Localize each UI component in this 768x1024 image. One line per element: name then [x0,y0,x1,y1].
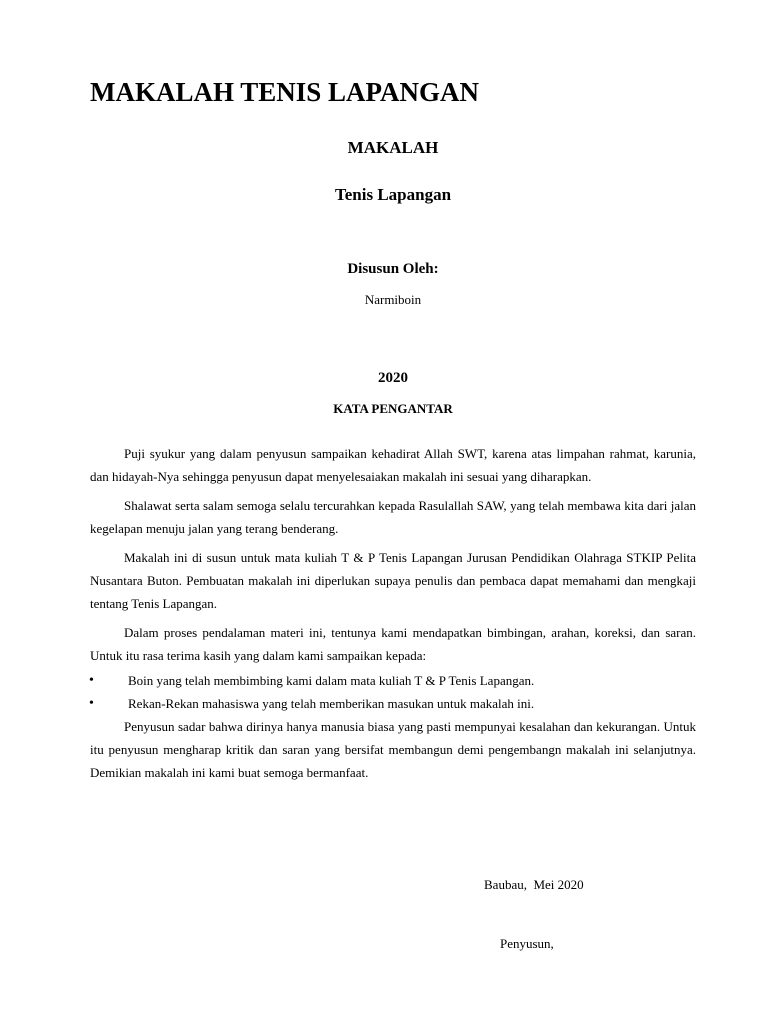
list-item-text: Rekan-Rekan mahasiswa yang telah memberikan masukan untuk makalah ini. [128,696,535,711]
list-item [90,669,696,692]
document-title: MAKALAH TENIS LAPANGAN [90,77,480,107]
cover-author: Narmiboin [364,292,422,307]
foreword-paragraph-4: Dalam proses pendalaman materi ini, tentunya kami mendapatkan bimbingan, arahan, koreksi, dan saran. Untuk itu rasa terima kasih yang dalam kami sampaikan kepada: [90,625,696,663]
foreword-body [90,442,696,790]
foreword-closing-paragraph: Penyusun sadar bahwa dirinya hanya manusia biasa yang pasti mempunyai kesalahan dan kekurangan. Untuk itu penyusun mengharap kritik dan saran yang bersifat membangun demi pengembangn makalah ini selanjutnya. Demikian makalah ini kami buat semoga bermanfaat. [90,719,696,780]
list-item [90,692,696,715]
thanks-list [90,669,696,715]
bullet-icon: • [89,696,94,711]
bullet-icon: • [89,673,94,688]
cover-subtitle: Tenis Lapangan [334,185,452,204]
foreword-heading: KATA PENGANTAR [333,401,453,416]
foreword-paragraph-1: Puji syukur yang dalam penyusun sampaikan kehadirat Allah SWT, karena atas limpahan rahmat, karunia, dan hidayah-Nya sehingga penyusun dapat menyelesaiakan makalah ini sesuai yang diharapkan. [90,446,696,484]
foreword-paragraph-3: Makalah ini di susun untuk mata kuliah T & P Tenis Lapangan Jurusan Pendidikan Olahraga STKIP Pelita Nusantara Buton. Pembuatan makalah ini diperlukan supaya penulis dan pembaca dapat memahami dan mengkaji tentang Tenis Lapangan. [90,550,696,611]
cover-heading: MAKALAH [347,138,439,157]
list-item-text: Boin yang telah membimbing kami dalam mata kuliah T & P Tenis Lapangan. [128,673,535,688]
signature-role: Penyusun, [500,936,554,951]
cover-year: 2020 [378,370,408,386]
foreword-paragraph-2: Shalawat serta salam semoga selalu tercurahkan kepada Rasulallah SAW, yang telah membawa kita dari jalan kegelapan menuju jalan yang terang benderang. [90,498,696,536]
signature-place-date: Baubau, Mei 2020 [484,877,584,892]
cover-byline-label: Disusun Oleh: [347,261,439,277]
